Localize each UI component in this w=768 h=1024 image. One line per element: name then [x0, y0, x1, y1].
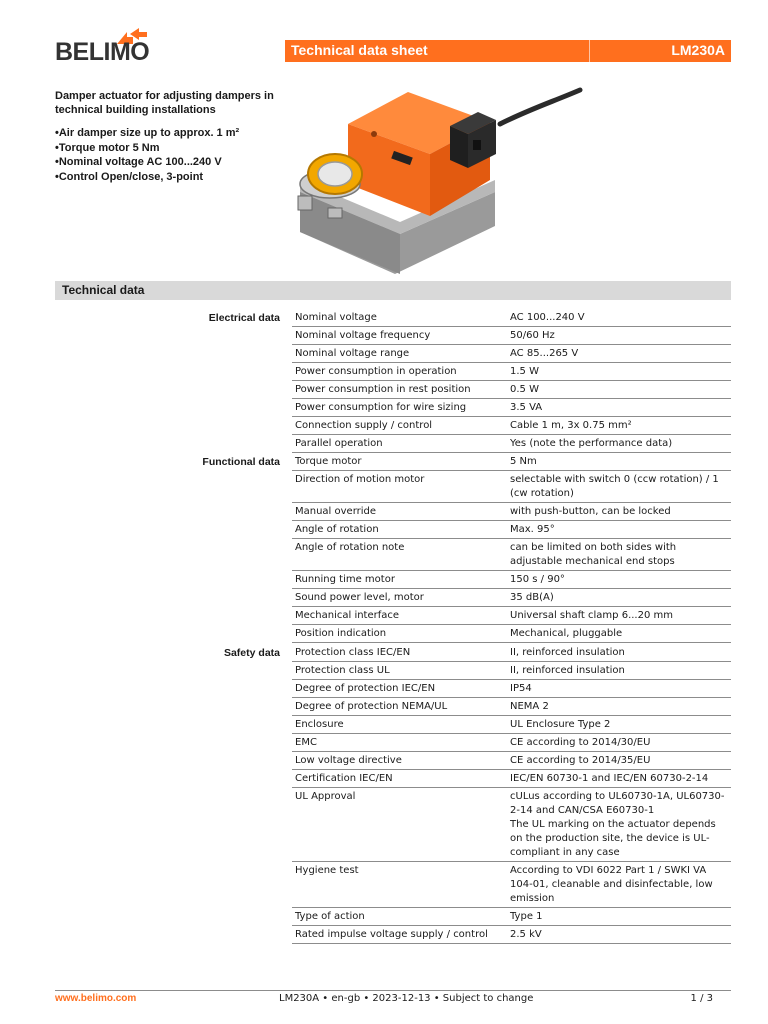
row-value: Cable 1 m, 3x 0.75 mm² — [510, 420, 632, 431]
row-value: CE according to 2014/35/EU — [510, 755, 651, 766]
row-value: 150 s / 90° — [510, 574, 565, 585]
table-row — [292, 363, 731, 381]
section-title: Technical data — [62, 283, 145, 297]
row-value: 0.5 W — [510, 384, 539, 395]
row-label: Manual override — [295, 506, 377, 517]
group-label-electrical: Electrical data — [208, 312, 280, 324]
row-value: Yes (note the performance data) — [510, 438, 673, 449]
row-value: cULus according to UL60730-1A, UL60730-2-14 and CAN/CSA E60730-1 The UL marking on the actuator depends on the production site, the device is UL-compliant in any case — [510, 791, 725, 858]
belimo-logo — [55, 28, 155, 68]
table-row — [292, 644, 731, 662]
product-description: Damper actuator for adjusting dampers in technical building installations — [55, 90, 274, 116]
table-row — [292, 662, 731, 680]
row-value: 3.5 VA — [510, 402, 543, 413]
row-value: AC 100...240 V — [510, 312, 585, 323]
row-value: IP54 — [510, 683, 532, 694]
header-bar — [285, 40, 731, 62]
table-row — [292, 571, 731, 589]
table-row — [292, 327, 731, 345]
row-value: 2.5 kV — [510, 929, 542, 940]
group-label-functional: Functional data — [202, 456, 280, 468]
row-label: Low voltage directive — [295, 755, 402, 766]
damper-actuator-image — [290, 84, 590, 280]
row-value: CE according to 2014/30/EU — [510, 737, 651, 748]
bullet-item: • Control Open/close, 3-point — [55, 170, 275, 185]
table-row — [292, 453, 731, 471]
row-value: IEC/EN 60730-1 and IEC/EN 60730-2-14 — [510, 773, 709, 784]
row-value: 5 Nm — [510, 456, 537, 467]
row-value: with push-button, can be locked — [510, 506, 671, 517]
table-row — [292, 862, 731, 908]
row-label: Hygiene test — [295, 865, 359, 876]
row-value: AC 85...265 V — [510, 348, 579, 359]
table-row — [292, 417, 731, 435]
header-model: LM230A — [671, 42, 725, 58]
row-label: Type of action — [295, 911, 365, 922]
row-label: Angle of rotation — [295, 524, 379, 535]
table-row — [292, 908, 731, 926]
table-row — [292, 471, 731, 503]
table-row — [292, 607, 731, 625]
table-row — [292, 734, 731, 752]
row-label: Position indication — [295, 628, 387, 639]
row-value: Mechanical, pluggable — [510, 628, 623, 639]
row-label: Certification IEC/EN — [295, 773, 393, 784]
row-label: Mechanical interface — [295, 610, 400, 621]
safety-data-table — [292, 644, 731, 944]
table-row — [292, 926, 731, 944]
row-value: 35 dB(A) — [510, 592, 554, 603]
row-value: UL Enclosure Type 2 — [510, 719, 611, 730]
footer-divider — [55, 990, 731, 991]
section-technical-data — [55, 281, 731, 300]
row-label: Protection class UL — [295, 665, 390, 676]
row-label: Torque motor — [295, 456, 362, 467]
row-label: Enclosure — [295, 719, 344, 730]
group-label-safety: Safety data — [223, 647, 280, 659]
row-label: Direction of motion motor — [295, 474, 425, 485]
row-label: Parallel operation — [295, 438, 383, 449]
row-value: II, reinforced insulation — [510, 665, 625, 676]
footer-website-link[interactable]: www.belimo.com — [55, 993, 137, 1004]
row-label: UL Approval — [295, 791, 356, 802]
row-label: Nominal voltage frequency — [295, 330, 431, 341]
bullet-item: • Nominal voltage AC 100...240 V — [55, 155, 275, 170]
row-value: Max. 95° — [510, 524, 555, 535]
row-label: EMC — [295, 737, 317, 748]
row-label: Connection supply / control — [295, 420, 433, 431]
table-row — [292, 345, 731, 363]
header-title: Technical data sheet — [291, 42, 428, 58]
table-row — [292, 589, 731, 607]
row-value: Universal shaft clamp 6...20 mm — [510, 610, 673, 621]
table-row — [292, 788, 731, 862]
table-row — [292, 716, 731, 734]
table-row — [292, 752, 731, 770]
table-row — [292, 698, 731, 716]
row-label: Angle of rotation note — [295, 542, 405, 553]
row-label: Power consumption in operation — [295, 366, 457, 377]
feature-bullets — [55, 126, 275, 184]
bullet-item: • Air damper size up to approx. 1 m² — [55, 126, 275, 141]
row-label: Power consumption for wire sizing — [295, 402, 467, 413]
row-label: Nominal voltage range — [295, 348, 410, 359]
row-value: 1.5 W — [510, 366, 539, 377]
table-row — [292, 381, 731, 399]
table-row — [292, 770, 731, 788]
row-label: Protection class IEC/EN — [295, 647, 411, 658]
row-value: Type 1 — [510, 911, 543, 922]
row-label: Degree of protection NEMA/UL — [295, 701, 448, 712]
header-separator — [589, 40, 590, 62]
logo-text: BELIMO — [55, 38, 150, 66]
functional-data-table — [292, 453, 731, 643]
table-row — [292, 309, 731, 327]
table-row — [292, 399, 731, 417]
row-label: Running time motor — [295, 574, 395, 585]
table-row — [292, 521, 731, 539]
bullet-item: • Torque motor 5 Nm — [55, 141, 275, 156]
row-label: Power consumption in rest position — [295, 384, 471, 395]
row-value: II, reinforced insulation — [510, 647, 625, 658]
table-row — [292, 625, 731, 643]
row-value: NEMA 2 — [510, 701, 549, 712]
row-value: can be limited on both sides with adjustable mechanical end stops — [510, 542, 677, 567]
row-label: Sound power level, motor — [295, 592, 424, 603]
table-row — [292, 680, 731, 698]
row-label: Nominal voltage — [295, 312, 377, 323]
table-row — [292, 503, 731, 521]
footer-meta: LM230A • en-gb • 2023-12-13 • Subject to change — [279, 993, 534, 1004]
footer-page-number: 1 / 3 — [690, 993, 713, 1004]
row-label: Degree of protection IEC/EN — [295, 683, 436, 694]
row-value: selectable with switch 0 (ccw rotation) / 1 (cw rotation) — [510, 474, 719, 499]
table-row — [292, 435, 731, 453]
electrical-data-table — [292, 309, 731, 453]
table-row — [292, 539, 731, 571]
row-value: According to VDI 6022 Part 1 / SWKI VA 104-01, cleanable and disinfectable, low emission — [510, 865, 713, 904]
row-label: Rated impulse voltage supply / control — [295, 929, 488, 940]
row-value: 50/60 Hz — [510, 330, 555, 341]
